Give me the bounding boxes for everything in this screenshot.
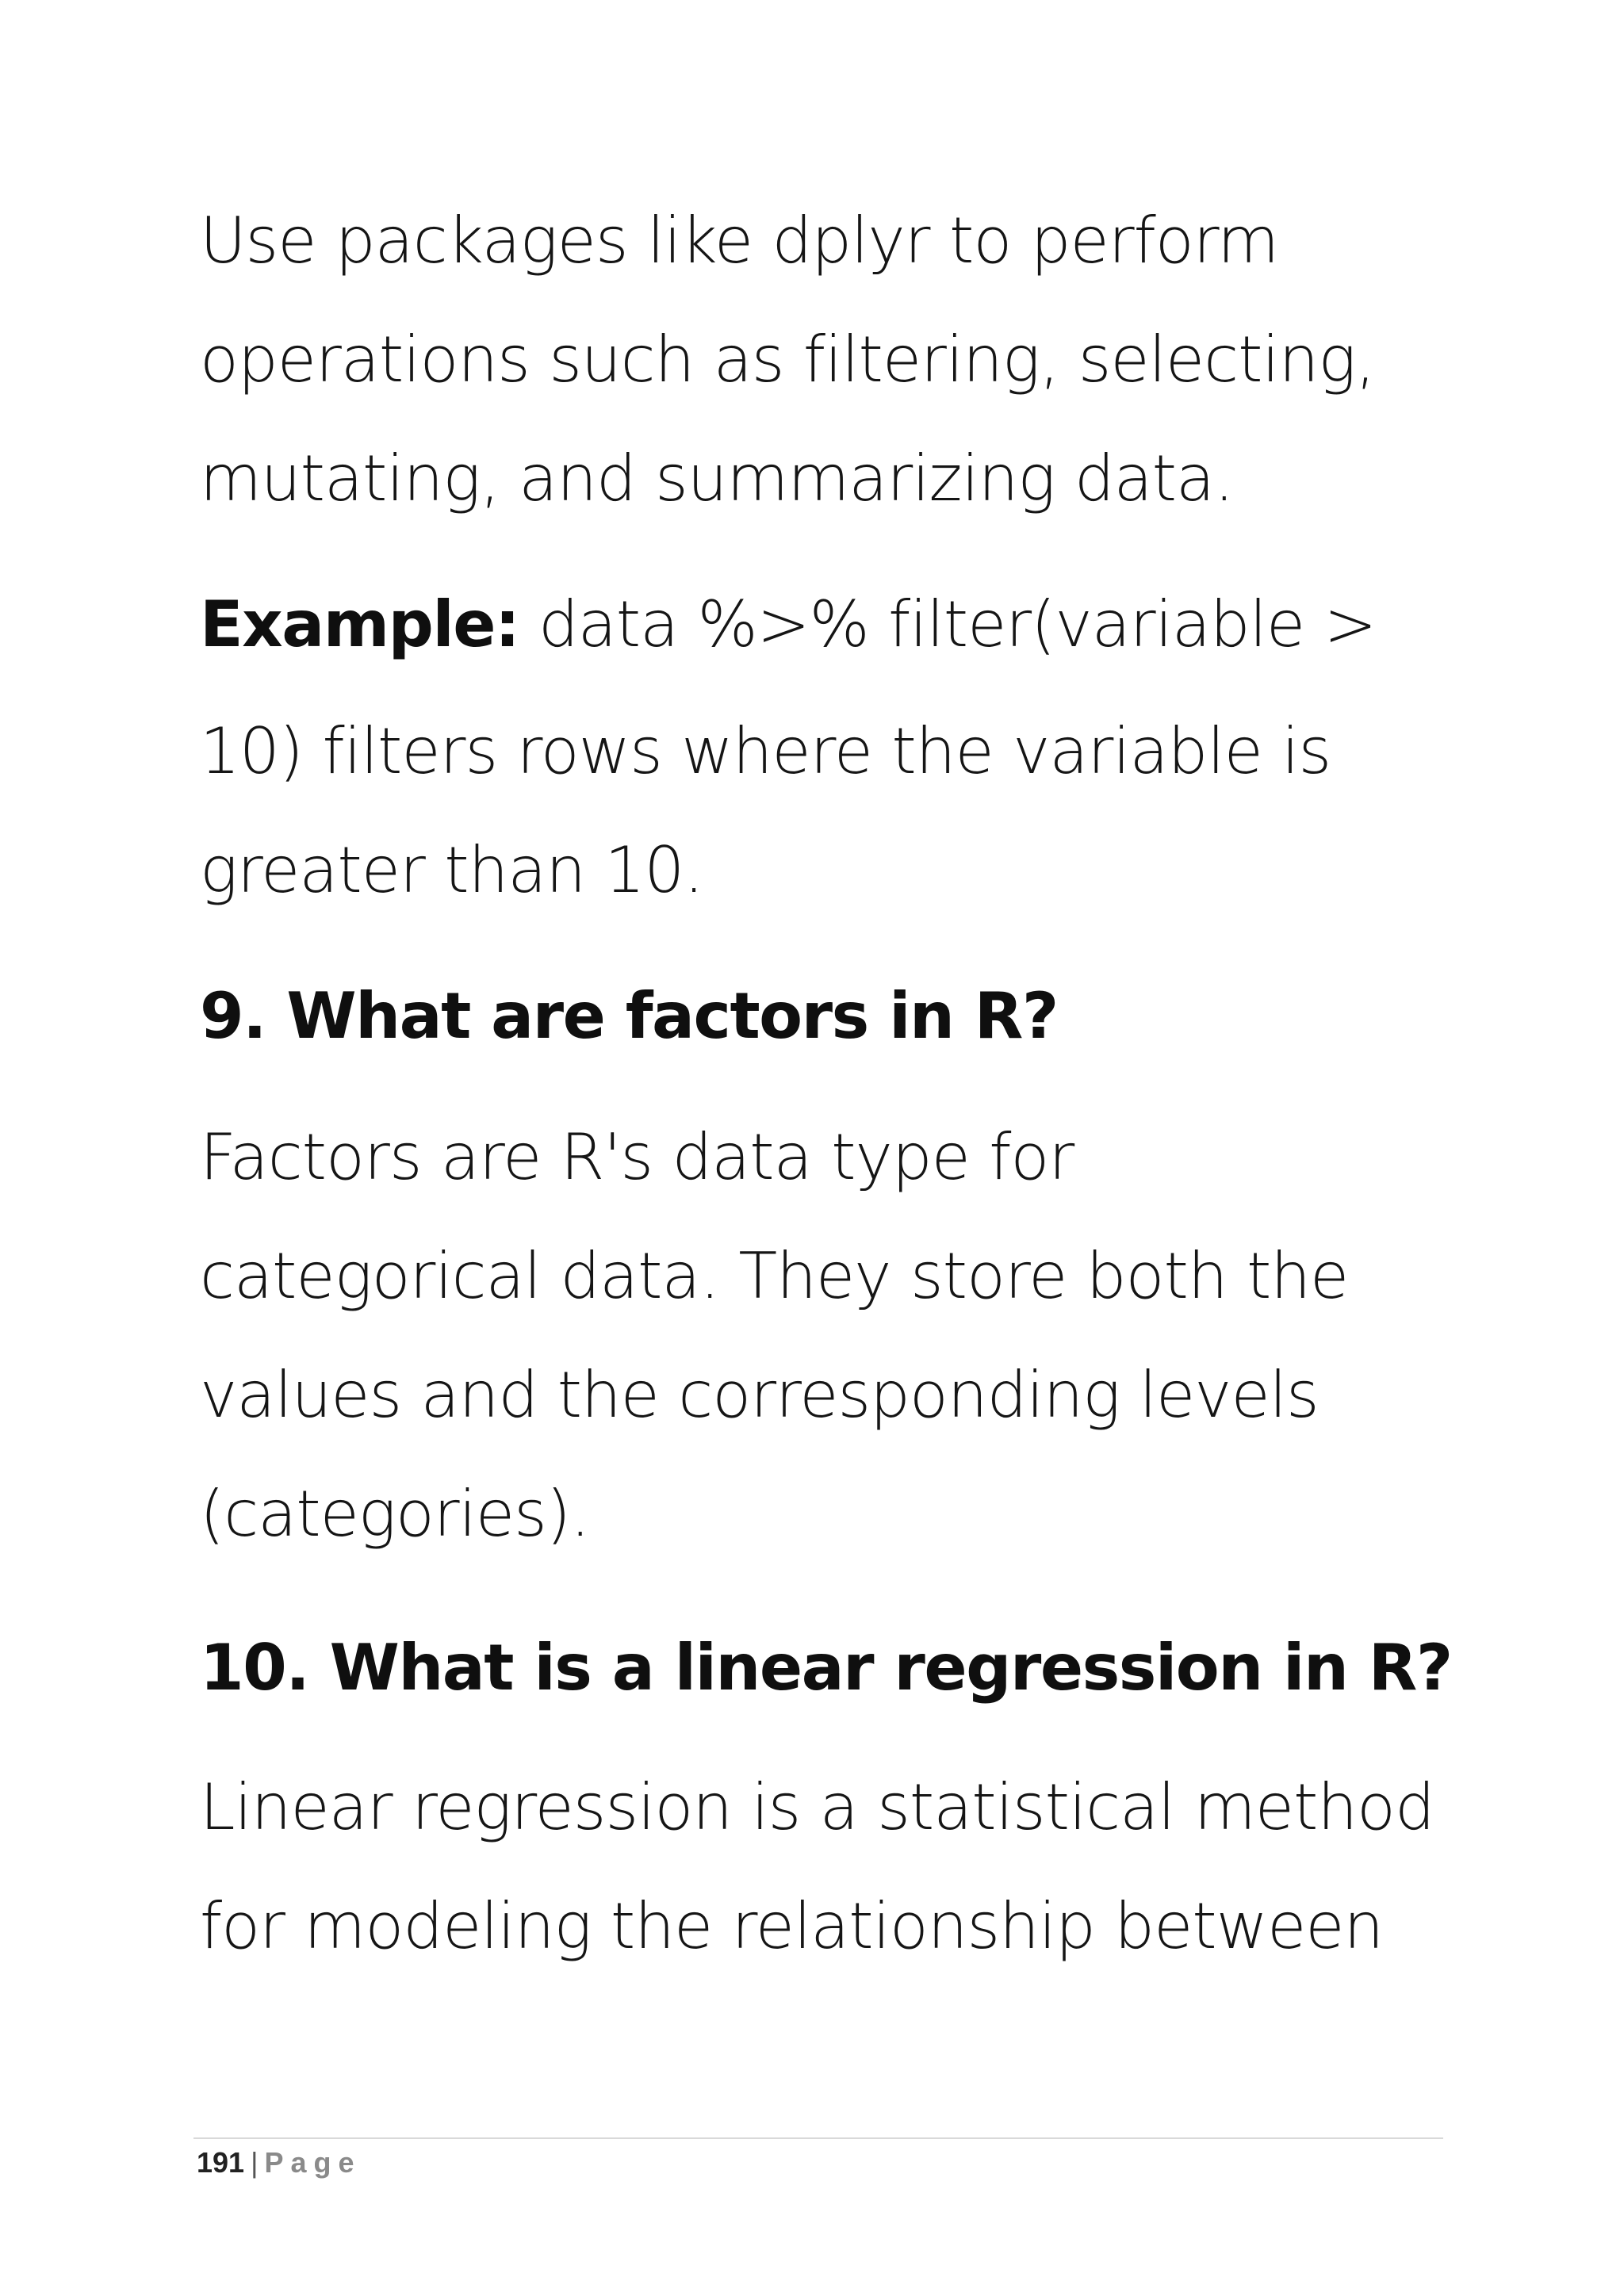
example-line-2: 10) filters rows where the variable is (200, 714, 1331, 788)
page-number: 191 (197, 2146, 245, 2179)
body-line-3: mutating, and summarizing data. (200, 442, 1234, 515)
footer-separator: | (251, 2146, 259, 2179)
answer-9-line-3: values and the corresponding levels (200, 1358, 1319, 1432)
body-line-1: Use packages like dplyr to perform (200, 204, 1279, 277)
body-line-2: operations such as filtering, selecting, (200, 323, 1375, 396)
answer-9-line-2: categorical data. They store both the (200, 1239, 1349, 1313)
page-label: Page (264, 2146, 362, 2179)
example-label: Example: (200, 587, 519, 661)
question-9-heading: 9. What are factors in R? (200, 979, 1058, 1053)
answer-9-line-1: Factors are R's data type for (200, 1120, 1074, 1194)
page-footer (197, 2145, 361, 2180)
answer-9-line-4: (categories). (200, 1477, 590, 1551)
example-line-3: greater than 10. (200, 833, 703, 907)
example-line (200, 587, 1377, 663)
example-code: data %>% filter(variable > (519, 587, 1377, 661)
answer-10-line-2: for modeling the relationship between (200, 1889, 1384, 1963)
answer-10-line-1: Linear regression is a statistical method (200, 1770, 1434, 1844)
question-10-heading: 10. What is a linear regression in R? (200, 1631, 1452, 1705)
footer-divider (193, 2137, 1443, 2139)
